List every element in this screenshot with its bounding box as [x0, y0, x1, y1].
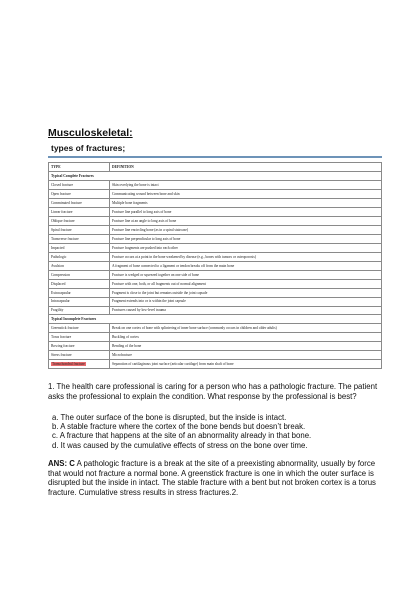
question-text: 1. The health care professional is caring for a person who has a pathologic fracture. The patient asks the professional to explain the condition. What response by the professional is best?	[48, 382, 378, 401]
column-header-definition: DEFINITION	[110, 163, 382, 172]
option-c: c. A fracture that happens at the site of an abnormality already in that bone.	[52, 431, 312, 441]
table-row	[49, 189, 382, 198]
fracture-type-cell: Intracapsular	[49, 297, 110, 306]
table-row	[49, 234, 382, 243]
fracture-definition-cell: Microfracture	[110, 351, 382, 360]
answer-options	[52, 413, 384, 450]
fracture-definition-cell: Fracture line perpendicular to long axis of bone	[110, 234, 382, 243]
section-label: Typical Incomplete Fractures	[49, 315, 382, 324]
option-a: a. The outer surface of the bone is disrupted, but the inside is intact.	[52, 413, 287, 422]
fracture-type-cell: Open fracture	[49, 189, 110, 198]
fracture-type-cell: Extracapsular	[49, 288, 110, 297]
fracture-table-container	[48, 156, 382, 369]
option-b: b. A stable fracture where the cortex of the bone bends but doesn’t break.	[52, 422, 306, 432]
table-row	[49, 351, 382, 360]
fracture-type-cell: Greenstick fracture	[49, 324, 110, 333]
fracture-definition-cell: Fracture occurs at a point in the bone weakened by disease (e.g., bones with tumors or osteoporosis)	[110, 252, 382, 261]
table-row	[49, 180, 382, 189]
table-row	[49, 261, 382, 270]
fracture-type-cell: Impacted	[49, 243, 110, 252]
fracture-type-cell: Spiral fracture	[49, 225, 110, 234]
fracture-type-cell: Transverse fracture	[49, 234, 110, 243]
fracture-type-cell: Compression	[49, 270, 110, 279]
table-section-row	[49, 315, 382, 324]
fracture-definition-cell: Fracture with one, both, or all fragments out of normal alignment	[110, 279, 382, 288]
section-heading: Musculoskeletal:	[48, 127, 133, 139]
fracture-type-cell: Linear fracture	[49, 207, 110, 216]
fracture-type-cell: Torus fracture	[49, 333, 110, 342]
section-subheading: types of fractures;	[51, 143, 126, 153]
section-label: Typical Complete Fractures	[49, 171, 382, 180]
table-body	[49, 171, 382, 368]
table-row	[49, 360, 382, 369]
fracture-definition-cell: Fractures caused by low-level trauma	[110, 306, 382, 315]
table-row	[49, 270, 382, 279]
table-row	[49, 207, 382, 216]
table-header-row	[49, 163, 382, 172]
fracture-definition-cell: Multiple bone fragments	[110, 198, 382, 207]
fracture-type-cell: Closed fracture	[49, 180, 110, 189]
fracture-definition-cell: Fracture line encircling bone (as in a spiral staircase)	[110, 225, 382, 234]
fracture-type-cell: Displaced	[49, 279, 110, 288]
fracture-definition-cell: Bending of the bone	[110, 342, 382, 351]
answer-explanation	[48, 459, 384, 497]
fracture-definition-cell: A fragment of bone connected to a ligament or tendon breaks off from the main bone	[110, 261, 382, 270]
table-row	[49, 279, 382, 288]
answer-label: ANS: C	[48, 459, 75, 468]
fracture-type-cell: Pathologic	[49, 252, 110, 261]
fracture-type-cell: Fragility	[49, 306, 110, 315]
fracture-definition-cell: Fragment is close to the joint but remains outside the joint capsule	[110, 288, 382, 297]
table-row	[49, 225, 382, 234]
table-row	[49, 324, 382, 333]
fracture-type-cell: Stress fracture	[49, 351, 110, 360]
fracture-definition-cell: Fracture fragments are pushed into each other	[110, 243, 382, 252]
highlighted-term: Transchondral fracture	[52, 362, 85, 367]
fracture-type-cell	[49, 360, 110, 369]
fracture-definition-cell: Buckling of cortex	[110, 333, 382, 342]
fracture-definition-cell: Break on one cortex of bone with splintering of inner bone surface (commonly occurs in children and older adults)	[110, 324, 382, 333]
table-row	[49, 252, 382, 261]
table-row	[49, 243, 382, 252]
table-row	[49, 198, 382, 207]
option-d: d. It was caused by the cumulative effects of stress on the bone over time.	[52, 440, 308, 450]
fracture-definition-cell: Communicating wound between bone and skin	[110, 189, 382, 198]
table-section-row	[49, 171, 382, 180]
table-row	[49, 333, 382, 342]
fracture-definition-cell: Fracture line parallel to long axis of bone	[110, 207, 382, 216]
fracture-type-cell: Bowing fracture	[49, 342, 110, 351]
fracture-definition-cell: Fracture is wedged or squeezed together on one side of bone	[110, 270, 382, 279]
fracture-definition-cell: Separation of cartilaginous joint surface (articular cartilage) from main shaft of bone	[110, 360, 382, 369]
fracture-type-cell: Oblique fracture	[49, 216, 110, 225]
fracture-definition-cell: Fracture line at an angle to long axis of bone	[110, 216, 382, 225]
fracture-definition-cell: Fragment extends into or is within the joint capsule	[110, 297, 382, 306]
fracture-type-cell: Avulsion	[49, 261, 110, 270]
table-row	[49, 306, 382, 315]
column-header-type: TYPE	[49, 163, 110, 172]
table-row	[49, 288, 382, 297]
answer-text: A pathologic fracture is a break at the site of a preexisting abnormality, usually by force that would not fracture a normal bone. A greenstick fracture is one in which the outer surface is disrupted but the inside in intact. The stable fracture with a bent but not broken cortex is a torus fracture. Cumulative stress results in stress fractures.2.	[48, 459, 376, 497]
table-row	[49, 216, 382, 225]
table-row	[49, 297, 382, 306]
fracture-types-table	[48, 162, 382, 369]
table-row	[49, 342, 382, 351]
fracture-type-cell: Comminuted fracture	[49, 198, 110, 207]
fracture-definition-cell: Skin overlying the bone is intact	[110, 180, 382, 189]
